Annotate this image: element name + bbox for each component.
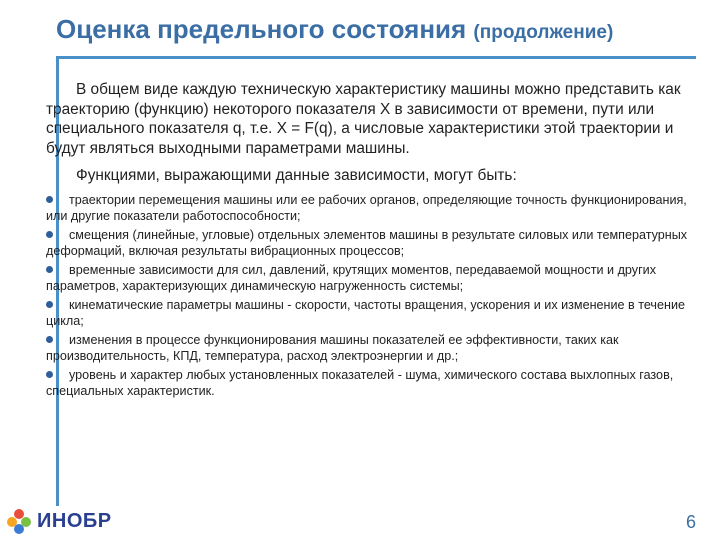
title-divider <box>56 56 696 59</box>
logo-mark-icon <box>4 508 34 534</box>
bullet-icon <box>46 371 53 378</box>
list-item-text: временные зависимости для сил, давлений, крутящих моментов, передаваемой мощности и других параметров, характеризующих динамическую нагруженность системы; <box>46 262 656 293</box>
function-list <box>46 192 696 400</box>
inobr-logo <box>4 508 112 534</box>
slide-body <box>46 80 696 402</box>
list-item-text: изменения в процессе функционирования машины показателей ее эффективности, таких как производительность, КПД, температура, расход электроэнергии и др.; <box>46 332 619 363</box>
bullet-icon <box>46 336 53 343</box>
list-item <box>46 227 696 260</box>
list-item-text: уровень и характер любых установленных показателей - шума, химического состава выхлопных газов, специальных характеристик. <box>46 367 674 398</box>
slide-title-suffix: (продолжение) <box>473 22 614 43</box>
intro-paragraph: В общем виде каждую техническую характеристику машины можно представить как траекторию (функцию) некоторого показателя X в зависимости от времени, пути или специального показателя q, т.е. X = F(q), а числовые характеристики этой траектории и будут являться выходными параметрами машины. <box>46 81 681 157</box>
list-lead-paragraph: Функциями, выражающими данные зависимости, могут быть: <box>76 167 517 184</box>
bullet-icon <box>46 266 53 273</box>
list-item <box>46 192 696 225</box>
logo-text: ИНОБР <box>37 509 112 532</box>
list-item <box>46 297 696 330</box>
bullet-icon <box>46 231 53 238</box>
page-number: 6 <box>685 512 696 532</box>
list-item-text: траектории перемещения машины или ее рабочих органов, определяющие точность функционирования, или другие показатели работоспособности; <box>46 192 687 223</box>
bullet-icon <box>46 196 53 203</box>
slide-title-main: Оценка предельного состояния <box>56 14 467 44</box>
slide-title <box>56 14 696 45</box>
list-item <box>46 332 696 365</box>
list-item-text: кинематические параметры машины - скорости, частоты вращения, ускорения и их изменение в течение цикла; <box>46 297 685 328</box>
list-item-text: смещения (линейные, угловые) отдельных элементов машины в результате силовых или температурных деформаций, включая результаты вибрационных процессов; <box>46 227 688 258</box>
list-item <box>46 367 696 400</box>
list-item <box>46 262 696 295</box>
bullet-icon <box>46 301 53 308</box>
